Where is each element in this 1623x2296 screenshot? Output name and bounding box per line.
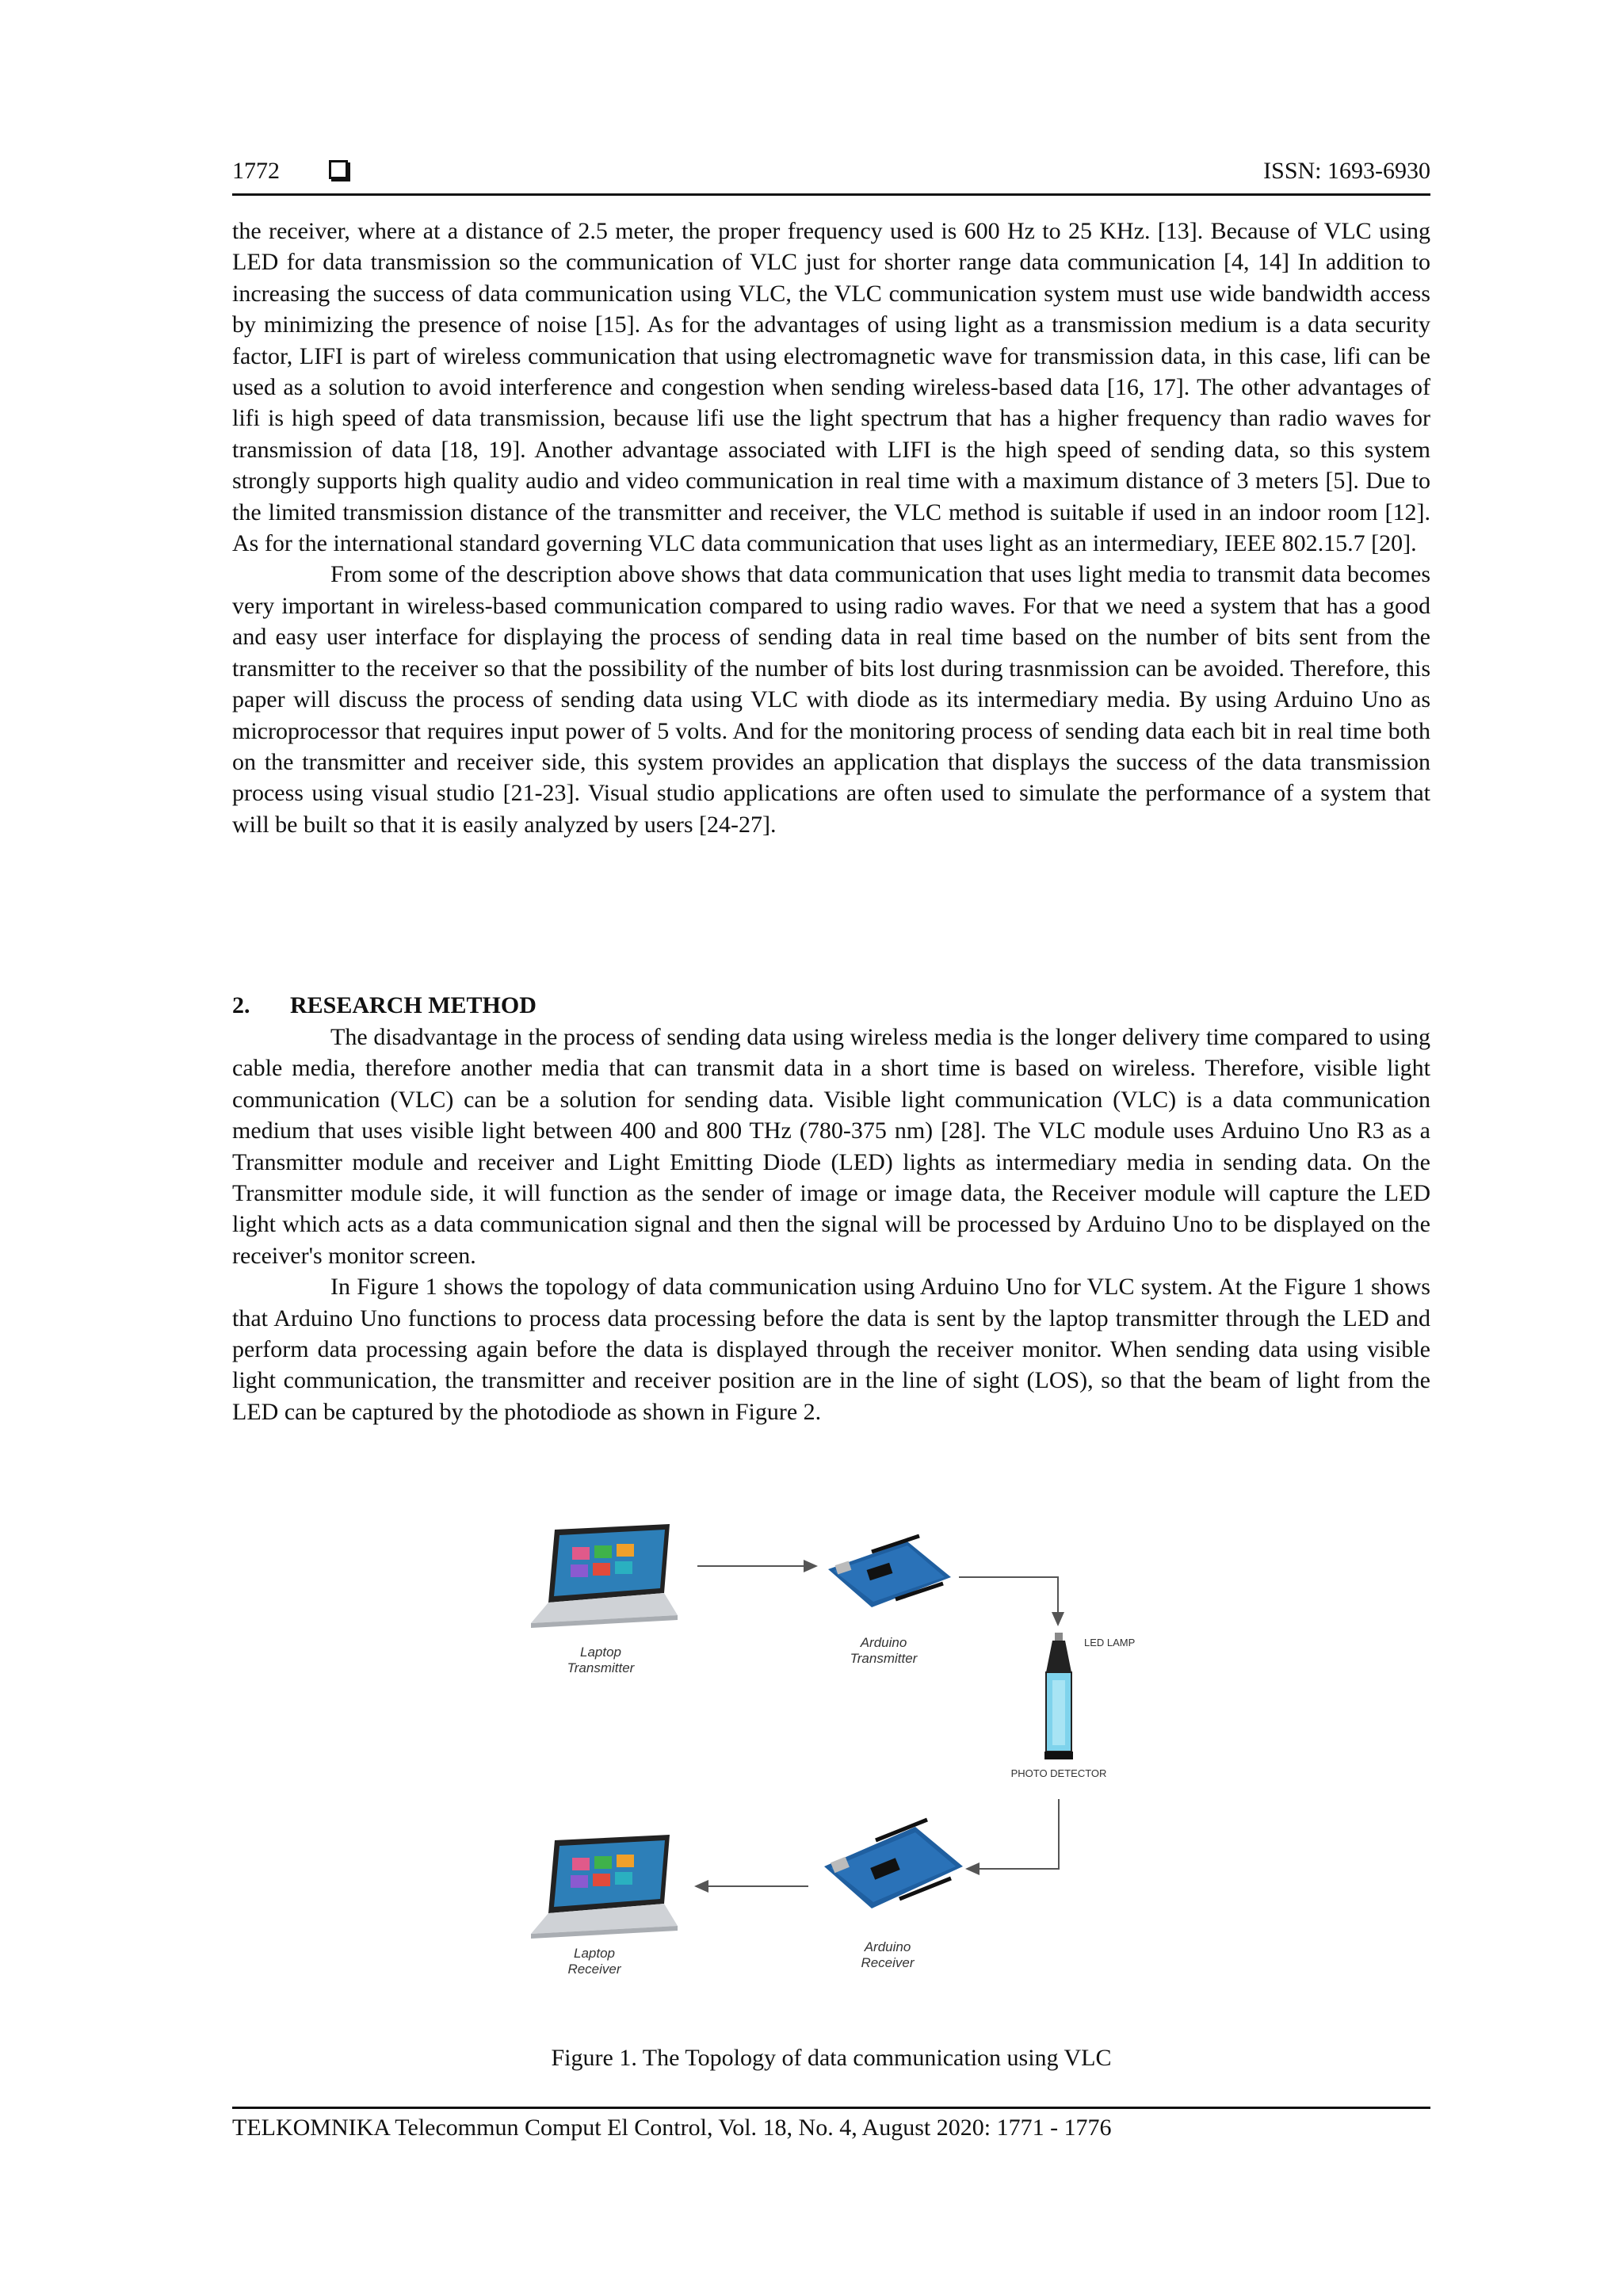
flow-arrow <box>967 1799 1059 1869</box>
laptop-rx-label: Laptop <box>574 1946 615 1961</box>
figure-caption: Figure 1. The Topology of data communication using VLC <box>551 2045 1112 2071</box>
body-paragraph: From some of the description above shows that data communication that uses light media to transmit data becomes very important in wireless-based communication compared to using radio waves. For that we need a system that has a good and easy user interface for displaying the process of sending data in real time based on the number of bits sent from the transmitter to the receiver so that the possibility of the number of bits lost during trasnmission can be avoided. Therefore, this paper will discuss the process of sending data using VLC with diode as its intermediary media. By using Arduino Uno as microprocessor that requires input power of 5 volts. And for the monitoring process of sending data each bit in real time both on the transmitter and receiver side, this system provides an application that displays the success of the data transmission process using visual studio [21-23]. Visual studio applications are often used to simulate the performance of a system that will be built so that it is easily analyzed by users [24-27]. <box>232 561 1430 838</box>
arduino-tx-label: Arduino <box>860 1635 907 1650</box>
section-paragraph: The disadvantage in the process of sending data using wireless media is the longer delivery time compared to using cable media, therefore another media that can transmit data in a short time is based on wireless. Therefore, visible light communication (VLC) can be a solution for sending data. Visible light communication (VLC) is a data communication medium that uses visible light between 400 and 800 THz (780-375 nm) [28]. The VLC module uses Arduino Uno R3 as a Transmitter module and receiver and Light Emitting Diode (LED) lights as intermediary media in sending data. On the Transmitter module side, it will function as the sender of image or image data, the Receiver module will capture the LED light which acts as a data communication signal and then the signal will be processed by Arduino Uno to be displayed on the receiver's monitor screen. <box>232 1024 1430 1269</box>
arduino-transmitter-icon <box>828 1536 951 1607</box>
topology-diagram <box>475 1514 1189 2037</box>
flow-arrow <box>959 1577 1058 1625</box>
arduino-receiver-icon <box>824 1820 963 1908</box>
section-heading <box>232 990 1430 1022</box>
laptop-tx-label: Transmitter <box>567 1660 635 1675</box>
arduino-rx-label: Receiver <box>861 1955 915 1970</box>
section-title: RESEARCH METHOD <box>290 992 537 1018</box>
led-lamp-icon <box>1044 1633 1073 1759</box>
laptop-rx-label: Receiver <box>567 1962 621 1977</box>
led-lamp-label: LED LAMP <box>1084 1637 1136 1648</box>
laptop-receiver-icon <box>531 1835 678 1939</box>
body-paragraph: the receiver, where at a distance of 2.5 meter, the proper frequency used is 600 Hz to 25 KHz. [13]. Because of VLC using LED for data transmission so the communication of VLC just for shorter range data communication [4, 14] In addition to increasing the success of data communication using VLC, the VLC communication system must use wide bandwidth access by minimizing the presence of noise [15]. As for the advantages of using light as a transmission medium is a data security factor, LIFI is part of wireless communication that using electromagnetic wave for transmission data, in this case, lifi can be used as a solution to avoid interference and congestion when sending wireless-based data [16, 17]. The other advantages of lifi is high speed of data transmission, because lifi use the light spectrum that has a higher frequency than radio waves for transmission of data [18, 19]. Another advantage associated with LIFI is the high speed of sending data, so this system strongly supports high quality audio and video communication in real time with a maximum distance of 3 meters [5]. Due to the limited transmission distance of the transmitter and receiver, the VLC method is suitable if used in an indoor room [12]. As for the international standard governing VLC data communication that uses light as an intermediary, IEEE 802.15.7 [20]. <box>232 218 1430 557</box>
header-rule <box>232 193 1430 196</box>
laptop-tx-label: Laptop <box>580 1645 621 1660</box>
footer-rule <box>232 2107 1430 2109</box>
photo-detector-label: PHOTO DETECTOR <box>1010 1767 1107 1779</box>
topology-figure <box>475 1514 1189 2037</box>
section-number: 2. <box>232 992 250 1018</box>
arduino-tx-label: Transmitter <box>850 1651 918 1666</box>
laptop-transmitter-icon <box>531 1524 678 1628</box>
page-header <box>232 155 1430 190</box>
square-bullet-icon <box>329 160 348 179</box>
research-method-section <box>232 990 1430 1427</box>
page-number: 1772 <box>232 158 280 184</box>
section-paragraph: In Figure 1 shows the topology of data communication using Arduino Uno for VLC system. At the Figure 1 shows that Arduino Uno functions to process data processing before the data is sent by the laptop transmitter through the LED and perform data processing again before the data is displayed through the receiver monitor. When sending data using visible light communication, the transmitter and receiver position are in the line of sight (LOS), so that the beam of light from the LED can be captured by the photodiode as shown in Figure 2. <box>232 1274 1430 1425</box>
issn-label: ISSN: 1693-6930 <box>1263 158 1430 184</box>
body-text <box>232 216 1430 840</box>
arduino-rx-label: Arduino <box>864 1939 911 1954</box>
page-footer: TELKOMNIKA Telecommun Comput El Control, Vol. 18, No. 4, August 2020: 1771 - 1776 <box>232 2115 1112 2141</box>
